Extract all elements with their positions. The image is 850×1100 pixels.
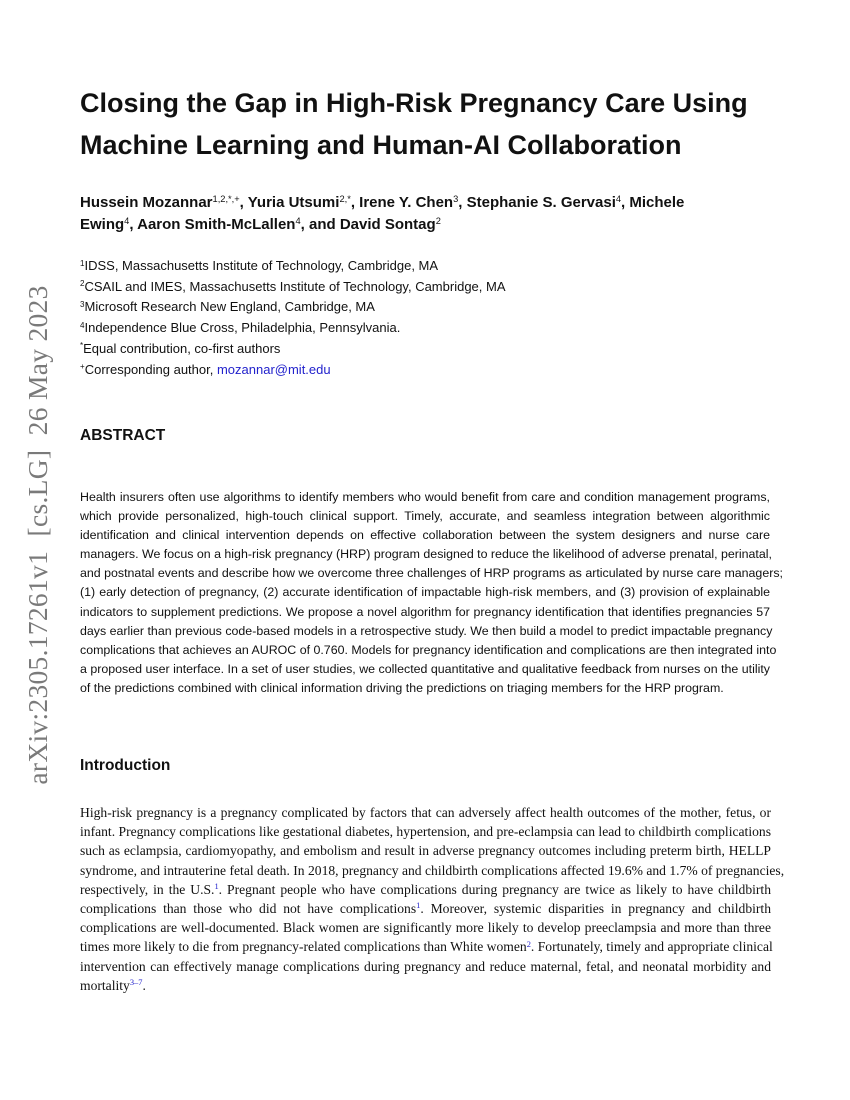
text-line: complications that achieves an AUROC of 0.760. Models for pregnancy identification and complications are then integrated into (80, 642, 777, 657)
author-line: Ewing$^4$, Aaron Smith-McLallen$^4$, and David Sontag$^2$ (80, 215, 441, 233)
text-line: a proposed user interface. In a set of user studies, we collected quantitative and qualitative feedback from nurses on the utility (80, 661, 770, 676)
introduction-body (80, 803, 785, 995)
text-line: mortality$^{3-7}$. (80, 977, 146, 993)
text-line: intervention can effectively manage complications during pregnancy and reduce maternal, fetal, and neonatal morbidity and (80, 958, 771, 974)
text-line: complications are well-documented. Black women are significantly more likely to develop preeclampsia and more than three (80, 920, 771, 936)
affiliation-note: *Equal contribution, co-first authors (80, 340, 281, 356)
text-line: of the predictions combined with clinical information driving the predictions on triaging members for the HRP program. (80, 680, 724, 695)
citation-link[interactable]: 3–7 (129, 977, 143, 988)
author-name: Yuria Utsumi (247, 194, 340, 211)
text-line: indicators to supplement predictions. We propose a novel algorithm for pregnancy identification that identifies pregnancies 57 (80, 604, 770, 619)
affiliation: $^2$CSAIL and IMES, Massachusetts Institute of Technology, Cambridge, MA (80, 278, 506, 294)
text-line: Health insurers often use algorithms to identify members who would benefit from care and condition management programs, (80, 490, 770, 504)
text-line: (1) early detection of pregnancy, (2) accurate identification of impactable high-risk members, and (3) provision of explainable (80, 585, 770, 600)
author-name: David Sontag (339, 216, 436, 233)
author-name-part: Ewing (80, 216, 125, 233)
affiliation: $^1$IDSS, Massachusetts Institute of Technology, Cambridge, MA (80, 258, 439, 273)
author-name: Aaron Smith-McLallen (137, 216, 296, 233)
author-name: Hussein Mozannar (80, 194, 213, 211)
text-line: and postnatal events and describe how we overcome three challenges of HRP programs as articulated by nurse care managers; (80, 566, 783, 581)
text-line: syndrome, and intrauterine fetal death. In 2018, pregnancy and childbirth complications affected 19.6% and 1.7% of pregnancies, (80, 862, 785, 878)
author-name-part: Michele (629, 194, 685, 211)
paper-title (80, 82, 800, 166)
abstract-body (80, 488, 783, 698)
author-name: Irene Y. Chen (359, 194, 454, 211)
citation-link[interactable]: 1 (214, 881, 219, 892)
text-line: which provide personalized, high-touch clinical support. Timely, accurate, and seamless integration between algorithmic (80, 509, 770, 524)
arxiv-identifier-stamp: arXiv:2305.17261v1 [cs.LG] 26 May 2023 (22, 285, 53, 785)
title-line: Machine Learning and Human-AI Collaboration (80, 130, 682, 160)
citation-link[interactable]: 1 (416, 900, 421, 911)
affiliation-note: +Corresponding author, mozannar@mit.edu (80, 361, 331, 377)
affiliation: $^4$Independence Blue Cross, Philadelphia, Pennsylvania. (80, 320, 401, 336)
introduction-heading: Introduction (80, 757, 171, 774)
text-line: identification and clinical intervention depends on effective collaboration between the system designers and nurse care (80, 528, 770, 543)
text-line: such as eclampsia, cardiomyopathy, and embolism and result in adverse pregnancy outcomes including preterm birth, HELLP (80, 843, 771, 859)
affiliation: $^3$Microsoft Research New England, Cambridge, MA (80, 299, 375, 315)
affiliations (80, 256, 506, 380)
author-list (80, 192, 780, 236)
citation-link[interactable]: 2 (526, 938, 531, 949)
title-line: Closing the Gap in High-Risk Pregnancy Care Using (80, 88, 748, 118)
abstract-heading: ABSTRACT (80, 427, 166, 444)
author-name: Stephanie S. Gervasi (466, 194, 616, 211)
text-line: complications than those who did not have complications$^1$. Moreover, systemic disparities in pregnancy and childbirth (80, 900, 772, 917)
text-line: times more likely to die from pregnancy-related complications than White women$^2$. Fortunately, timely and appropriate clinical (80, 938, 773, 955)
text-line: managers. We focus on a high-risk pregnancy (HRP) program designed to reduce the likelihood of adverse prenatal, perinatal, (80, 547, 772, 562)
author-line: Hussein Mozannar$^{1,2,*,+}$, Yuria Utsumi$^{2,*}$, Irene Y. Chen$^3$, Stephanie S. Gervasi$^4$, Michele (80, 193, 685, 211)
email-link[interactable]: mozannar@mit.edu (216, 361, 331, 377)
text-line: days earlier than previous code-based models in a retrospective study. We then build a model to predict impactable pregnancy (80, 623, 773, 638)
text-line: infant. Pregnancy complications like gestational diabetes, hypertension, and pre-eclampsia can lead to childbirth complications (80, 824, 771, 840)
text-line: High-risk pregnancy is a pregnancy complicated by factors that can adversely affect health outcomes of the mother, fetus, or (80, 805, 771, 820)
text-line: respectively, in the U.S.$^1$. Pregnant people who have complications during pregnancy are twice as likely to have childbirth (80, 881, 772, 897)
